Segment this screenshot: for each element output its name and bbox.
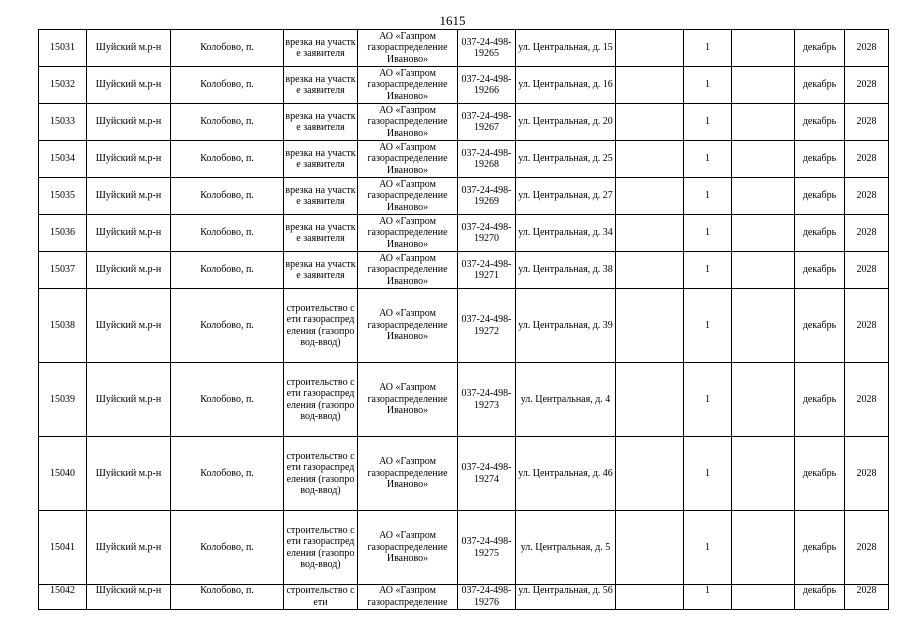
registry-code-cell: 037-24-498-19267 [458,104,516,141]
locality-cell: Колобово, п. [171,437,284,511]
month-cell: декабрь [795,67,845,104]
district-cell: Шуйский м.р-н [87,141,171,178]
district-cell: Шуйский м.р-н [87,67,171,104]
empty-cell [616,67,684,104]
work-type-cell: строительство сети газораспределения (газопровод-ввод) [284,363,358,437]
month-cell: декабрь [795,437,845,511]
table-row [39,178,889,215]
empty-cell [732,289,795,363]
year-cell: 2028 [845,178,889,215]
empty-cell [732,585,795,610]
locality-cell: Колобово, п. [171,585,284,610]
registry-code-cell: 037-24-498-19272 [458,289,516,363]
quantity-cell: 1 [684,363,732,437]
empty-cell [616,141,684,178]
empty-cell [732,363,795,437]
address-cell: ул. Центральная, д. 5 [516,511,616,585]
table-row [39,104,889,141]
district-cell: Шуйский м.р-н [87,215,171,252]
empty-cell [732,178,795,215]
empty-cell [732,104,795,141]
district-cell: Шуйский м.р-н [87,585,171,610]
month-cell: декабрь [795,289,845,363]
quantity-cell: 1 [684,511,732,585]
month-cell: декабрь [795,252,845,289]
organization-cell: АО «Газпром газораспределение Иваново» [358,141,458,178]
locality-cell: Колобово, п. [171,363,284,437]
address-cell: ул. Центральная, д. 39 [516,289,616,363]
organization-cell: АО «Газпром газораспределение Иваново» [358,104,458,141]
address-cell: ул. Центральная, д. 38 [516,252,616,289]
empty-cell [616,215,684,252]
quantity-cell: 1 [684,141,732,178]
work-type-cell: врезка на участке заявителя [284,178,358,215]
district-cell: Шуйский м.р-н [87,252,171,289]
row-number-cell: 15033 [39,104,87,141]
work-type-cell: строительство сети газораспределения (газопровод-ввод) [284,437,358,511]
quantity-cell: 1 [684,215,732,252]
empty-cell [616,252,684,289]
empty-cell [616,289,684,363]
year-cell: 2028 [845,585,889,610]
district-cell: Шуйский м.р-н [87,104,171,141]
district-cell: Шуйский м.р-н [87,511,171,585]
locality-cell: Колобово, п. [171,215,284,252]
quantity-cell: 1 [684,67,732,104]
year-cell: 2028 [845,252,889,289]
work-type-cell: врезка на участке заявителя [284,104,358,141]
quantity-cell: 1 [684,252,732,289]
registry-code-cell: 037-24-498-19276 [458,585,516,610]
address-cell: ул. Центральная, д. 20 [516,104,616,141]
row-number-cell: 15042 [39,585,87,610]
table-row [39,30,889,67]
quantity-cell: 1 [684,437,732,511]
registry-code-cell: 037-24-498-19265 [458,30,516,67]
locality-cell: Колобово, п. [171,178,284,215]
registry-code-cell: 037-24-498-19274 [458,437,516,511]
address-cell: ул. Центральная, д. 25 [516,141,616,178]
row-number-cell: 15040 [39,437,87,511]
registry-code-cell: 037-24-498-19275 [458,511,516,585]
month-cell: декабрь [795,363,845,437]
row-number-cell: 15035 [39,178,87,215]
work-type-cell: строительство сети газораспределения (газопровод-ввод) [284,289,358,363]
month-cell: декабрь [795,104,845,141]
table-row [39,252,889,289]
empty-cell [732,215,795,252]
month-cell: декабрь [795,30,845,67]
locality-cell: Колобово, п. [171,67,284,104]
locality-cell: Колобово, п. [171,141,284,178]
organization-cell: АО «Газпром газораспределение Иваново» [358,67,458,104]
registry-table [38,29,889,610]
address-cell: ул. Центральная, д. 4 [516,363,616,437]
organization-cell: АО «Газпром газораспределение Иваново» [358,289,458,363]
work-type-cell: строительство сети [284,585,358,610]
month-cell: декабрь [795,585,845,610]
work-type-cell: врезка на участке заявителя [284,252,358,289]
organization-cell: АО «Газпром газораспределение Иваново» [358,252,458,289]
quantity-cell: 1 [684,178,732,215]
work-type-cell: врезка на участке заявителя [284,30,358,67]
page-number: 1615 [439,13,466,28]
year-cell: 2028 [845,511,889,585]
district-cell: Шуйский м.р-н [87,289,171,363]
district-cell: Шуйский м.р-н [87,178,171,215]
month-cell: декабрь [795,141,845,178]
empty-cell [732,30,795,67]
work-type-cell: врезка на участке заявителя [284,67,358,104]
quantity-cell: 1 [684,104,732,141]
quantity-cell: 1 [684,30,732,67]
organization-cell: АО «Газпром газораспределение Иваново» [358,363,458,437]
row-number-cell: 15037 [39,252,87,289]
locality-cell: Колобово, п. [171,511,284,585]
district-cell: Шуйский м.р-н [87,30,171,67]
row-number-cell: 15036 [39,215,87,252]
registry-code-cell: 037-24-498-19268 [458,141,516,178]
table-row [39,511,889,585]
row-number-cell: 15039 [39,363,87,437]
address-cell: ул. Центральная, д. 16 [516,67,616,104]
year-cell: 2028 [845,104,889,141]
organization-cell: АО «Газпром газораспределение Иваново» [358,511,458,585]
empty-cell [616,511,684,585]
table-row [39,141,889,178]
address-cell: ул. Центральная, д. 27 [516,178,616,215]
address-cell: ул. Центральная, д. 46 [516,437,616,511]
table-row [39,215,889,252]
quantity-cell: 1 [684,289,732,363]
district-cell: Шуйский м.р-н [87,437,171,511]
row-number-cell: 15031 [39,30,87,67]
empty-cell [616,178,684,215]
year-cell: 2028 [845,30,889,67]
row-number-cell: 15032 [39,67,87,104]
organization-cell: АО «Газпром газораспределение Иваново» [358,437,458,511]
year-cell: 2028 [845,215,889,252]
locality-cell: Колобово, п. [171,104,284,141]
empty-cell [616,363,684,437]
registry-code-cell: 037-24-498-19269 [458,178,516,215]
work-type-cell: врезка на участке заявителя [284,215,358,252]
table-row [39,585,889,610]
empty-cell [732,141,795,178]
year-cell: 2028 [845,67,889,104]
organization-cell: АО «Газпром газораспределение [358,585,458,610]
table-row [39,363,889,437]
address-cell: ул. Центральная, д. 56 [516,585,616,610]
organization-cell: АО «Газпром газораспределение Иваново» [358,215,458,252]
empty-cell [732,67,795,104]
row-number-cell: 15038 [39,289,87,363]
year-cell: 2028 [845,141,889,178]
row-number-cell: 15034 [39,141,87,178]
month-cell: декабрь [795,215,845,252]
year-cell: 2028 [845,289,889,363]
empty-cell [732,511,795,585]
table-row [39,67,889,104]
empty-cell [616,104,684,141]
empty-cell [616,30,684,67]
empty-cell [616,437,684,511]
table-row [39,437,889,511]
table-row [39,289,889,363]
month-cell: декабрь [795,511,845,585]
empty-cell [616,585,684,610]
registry-code-cell: 037-24-498-19271 [458,252,516,289]
year-cell: 2028 [845,363,889,437]
registry-code-cell: 037-24-498-19270 [458,215,516,252]
locality-cell: Колобово, п. [171,289,284,363]
empty-cell [732,252,795,289]
address-cell: ул. Центральная, д. 34 [516,215,616,252]
registry-code-cell: 037-24-498-19266 [458,67,516,104]
address-cell: ул. Центральная, д. 15 [516,30,616,67]
month-cell: декабрь [795,178,845,215]
quantity-cell: 1 [684,585,732,610]
empty-cell [732,437,795,511]
work-type-cell: врезка на участке заявителя [284,141,358,178]
registry-code-cell: 037-24-498-19273 [458,363,516,437]
locality-cell: Колобово, п. [171,30,284,67]
locality-cell: Колобово, п. [171,252,284,289]
district-cell: Шуйский м.р-н [87,363,171,437]
row-number-cell: 15041 [39,511,87,585]
work-type-cell: строительство сети газораспределения (газопровод-ввод) [284,511,358,585]
organization-cell: АО «Газпром газораспределение Иваново» [358,178,458,215]
year-cell: 2028 [845,437,889,511]
organization-cell: АО «Газпром газораспределение Иваново» [358,30,458,67]
